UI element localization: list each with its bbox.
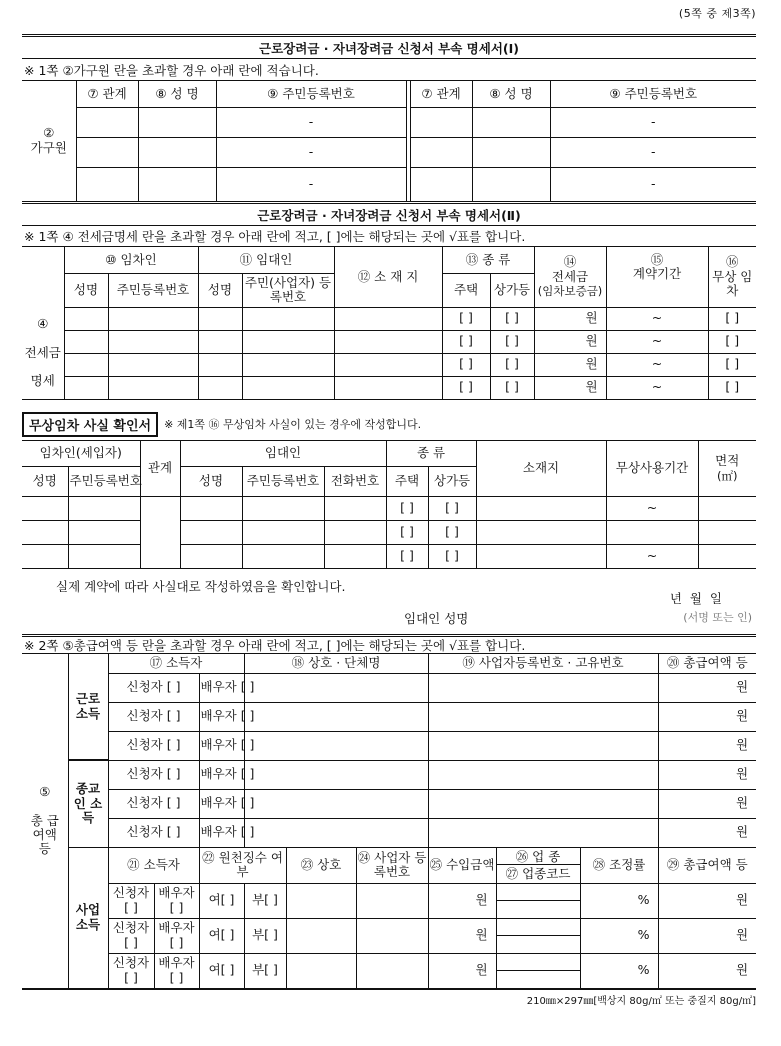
b-applicant-checkbox[interactable]: 신청자 [ ]: [108, 883, 154, 918]
col-lessor-name: 성명: [180, 467, 242, 497]
name-cell[interactable]: [138, 167, 216, 201]
section-note: ※ 2쪽 ⑤총급여액 등 란을 초과할 경우 아래 란에 적고, [ ]에는 해당되는 곳에 √표를 합니다.: [22, 637, 756, 654]
spouse-checkbox[interactable]: 배우자 [ ]: [199, 673, 244, 702]
section-note: ※ 1쪽 ④ 전세금명세 란을 초과할 경우 아래 란에 적고, [ ]에는 해당되는 곳에 √표를 합니다.: [22, 226, 756, 247]
col-name: ⑧ 성 명: [138, 81, 216, 107]
b-bizno-cell[interactable]: [356, 883, 428, 918]
deposit-side-label: ④ 전세금 명세: [22, 307, 64, 399]
applicant-checkbox[interactable]: 신청자 [ ]: [108, 702, 199, 731]
signature-placeholder[interactable]: (서명 또는 인): [683, 611, 752, 624]
applicant-checkbox[interactable]: 신청자 [ ]: [108, 731, 199, 760]
col-b-rate: ㉘ 조정률: [580, 847, 658, 883]
relation-cell[interactable]: [410, 107, 472, 137]
col-area: 면적 (㎡): [698, 441, 756, 497]
withhold-yes-checkbox[interactable]: 여[ ]: [199, 883, 244, 918]
deposit-cell[interactable]: 원: [534, 376, 606, 399]
free-lease-checkbox[interactable]: [ ]: [708, 376, 756, 399]
total-cell[interactable]: 원: [658, 731, 756, 760]
withhold-no-checkbox[interactable]: 부[ ]: [244, 918, 286, 953]
b-spouse-checkbox[interactable]: 배우자 [ ]: [154, 883, 199, 918]
business-income-label: 사업 소득: [68, 847, 108, 988]
col-house: 주택: [386, 467, 428, 497]
lessor-phone-cell[interactable]: [324, 545, 386, 569]
house-checkbox[interactable]: [ ]: [442, 376, 490, 399]
period-cell[interactable]: ~: [606, 330, 708, 353]
section-note: ※ 1쪽 ②가구원 란을 초과할 경우 아래 란에 적습니다.: [22, 59, 756, 81]
area-cell[interactable]: [698, 521, 756, 545]
deposit-table: [22, 247, 756, 400]
lessor-name-cell[interactable]: [180, 545, 242, 569]
col-b-withhold: ㉒ 원천징수 여부: [199, 847, 286, 883]
confirmation-sign-area: [22, 569, 756, 633]
relation-cell[interactable]: [76, 107, 138, 137]
col-rrn: ⑨ 주민등록번호: [216, 81, 406, 107]
relation-cell[interactable]: [410, 167, 472, 201]
col-type: ⑬ 종 류: [442, 247, 534, 273]
location-cell[interactable]: [334, 353, 442, 376]
b-industry-cell[interactable]: [496, 883, 580, 918]
lessor-signature-label: 임대인 성명: [404, 611, 469, 626]
b-spouse-checkbox[interactable]: 배우자 [ ]: [154, 953, 199, 988]
b-industry-cell[interactable]: [496, 918, 580, 953]
spouse-checkbox[interactable]: 배우자 [ ]: [199, 760, 244, 789]
withhold-yes-checkbox[interactable]: 여[ ]: [199, 953, 244, 988]
name-cell[interactable]: [472, 167, 550, 201]
col-period: ⑮ 계약기간: [606, 247, 708, 307]
name-cell[interactable]: [472, 137, 550, 167]
shop-checkbox[interactable]: [ ]: [490, 330, 534, 353]
house-checkbox[interactable]: [ ]: [442, 330, 490, 353]
section-title: 근로장려금 · 자녀장려금 신청서 부속 명세서(Ⅰ): [22, 37, 756, 59]
shop-checkbox[interactable]: [ ]: [490, 307, 534, 330]
location-cell[interactable]: [476, 521, 606, 545]
confirmation-note: ※ 제1쪽 ⑯ 무상임차 사실이 있는 경우에 작성합니다.: [164, 418, 422, 431]
bizno-cell[interactable]: [428, 731, 658, 760]
col-lessee-name: 성명: [64, 273, 108, 307]
b-rate-cell[interactable]: %: [580, 953, 658, 988]
lessee-rrn-cell[interactable]: [108, 307, 198, 330]
col-name: ⑧ 성 명: [472, 81, 550, 107]
location-cell[interactable]: [476, 497, 606, 521]
col-type: 종 류: [386, 441, 476, 467]
bizno-cell[interactable]: [428, 818, 658, 847]
relation-cell[interactable]: [76, 167, 138, 201]
col-tenant: 임차인(세입자): [22, 441, 140, 467]
bizno-cell[interactable]: [428, 673, 658, 702]
area-cell[interactable]: [698, 545, 756, 569]
total-cell[interactable]: 원: [658, 760, 756, 789]
tenant-rrn-cell[interactable]: [68, 521, 140, 545]
house-checkbox[interactable]: [ ]: [386, 545, 428, 569]
name-cell[interactable]: [138, 107, 216, 137]
col-lessor: ⑪ 임대인: [198, 247, 334, 273]
lessor-name-cell[interactable]: [198, 330, 242, 353]
page-number: (5쪽 중 제3쪽): [678, 7, 756, 20]
shop-checkbox[interactable]: [ ]: [428, 521, 476, 545]
lessee-name-cell[interactable]: [64, 376, 108, 399]
withhold-no-checkbox[interactable]: 부[ ]: [244, 883, 286, 918]
spouse-checkbox[interactable]: 배우자 [ ]: [199, 789, 244, 818]
section-deposit-details: [22, 201, 756, 400]
total-cell[interactable]: 원: [658, 673, 756, 702]
col-relation: ⑦ 관계: [76, 81, 138, 107]
total-cell[interactable]: 원: [658, 789, 756, 818]
lessee-name-cell[interactable]: [64, 307, 108, 330]
area-cell[interactable]: [698, 497, 756, 521]
b-total-cell[interactable]: 원: [658, 953, 756, 988]
col-rrn: ⑨ 주민등록번호: [550, 81, 756, 107]
b-company-cell[interactable]: [286, 918, 356, 953]
b-income-cell[interactable]: 원: [428, 953, 496, 988]
lessor-name-cell[interactable]: [180, 497, 242, 521]
total-cell[interactable]: 원: [658, 818, 756, 847]
period-cell[interactable]: ~: [606, 307, 708, 330]
paper-spec-footer: 210㎜×297㎜[백상지 80g/㎡ 또는 중질지 80g/㎡]: [22, 989, 756, 1007]
col-deposit: ⑭ 전세금 (임차보증금): [534, 247, 606, 307]
col-location: ⑫ 소 재 지: [334, 247, 442, 307]
col-lessor-name: 성명: [198, 273, 242, 307]
rrn-cell[interactable]: -: [550, 137, 756, 167]
relation-cell[interactable]: [140, 497, 180, 569]
company-cell[interactable]: [244, 673, 428, 702]
b-total-cell[interactable]: 원: [658, 883, 756, 918]
total-cell[interactable]: 원: [658, 702, 756, 731]
location-cell[interactable]: [476, 545, 606, 569]
col-free-period: 무상사용기간: [606, 441, 698, 497]
house-checkbox[interactable]: [ ]: [386, 521, 428, 545]
lessor-name-cell[interactable]: [198, 353, 242, 376]
section-total-pay: [22, 634, 756, 1007]
lessor-rrn-cell[interactable]: [242, 545, 324, 569]
free-lease-table: [22, 440, 756, 569]
bizno-cell[interactable]: [428, 702, 658, 731]
shop-checkbox[interactable]: [ ]: [428, 497, 476, 521]
location-cell[interactable]: [334, 376, 442, 399]
rrn-cell[interactable]: -: [216, 167, 406, 201]
col-b-income: ㉕ 수입금액: [428, 847, 496, 883]
col-tenant-name: 성명: [22, 467, 68, 497]
b-income-cell[interactable]: 원: [428, 883, 496, 918]
b-income-cell[interactable]: 원: [428, 918, 496, 953]
col-house: 주택: [442, 273, 490, 307]
section-free-lease-confirmation: [22, 408, 756, 633]
b-rate-cell[interactable]: %: [580, 883, 658, 918]
lessor-rrn-cell[interactable]: [242, 307, 334, 330]
house-checkbox[interactable]: [ ]: [442, 307, 490, 330]
free-lease-checkbox[interactable]: [ ]: [708, 353, 756, 376]
confirmation-title: 무상임차 사실 확인서: [22, 412, 158, 437]
lessor-rrn-cell[interactable]: [242, 376, 334, 399]
b-industry-cell[interactable]: [496, 953, 580, 988]
period-cell[interactable]: [606, 521, 698, 545]
col-shop: 상가등: [490, 273, 534, 307]
bizno-cell[interactable]: [428, 789, 658, 818]
lessee-rrn-cell[interactable]: [108, 330, 198, 353]
b-company-cell[interactable]: [286, 883, 356, 918]
name-cell[interactable]: [138, 137, 216, 167]
religion-income-label: 종교인 소득: [68, 760, 108, 847]
relation-cell[interactable]: [76, 137, 138, 167]
house-checkbox[interactable]: [ ]: [442, 353, 490, 376]
b-total-cell[interactable]: 원: [658, 918, 756, 953]
location-cell[interactable]: [334, 307, 442, 330]
b-applicant-checkbox[interactable]: 신청자 [ ]: [108, 918, 154, 953]
applicant-checkbox[interactable]: 신청자 [ ]: [108, 818, 199, 847]
company-cell[interactable]: [244, 818, 428, 847]
relation-cell[interactable]: [410, 137, 472, 167]
total-pay-table: [22, 654, 756, 989]
bizno-cell[interactable]: [428, 760, 658, 789]
applicant-checkbox[interactable]: 신청자 [ ]: [108, 673, 199, 702]
lessor-rrn-cell[interactable]: [242, 330, 334, 353]
labor-income-label: 근로 소득: [68, 654, 108, 760]
deposit-cell[interactable]: 원: [534, 353, 606, 376]
col-bizno: ⑲ 사업자등록번호 · 고유번호: [428, 654, 658, 673]
col-relation: 관계: [140, 441, 180, 497]
col-tenant-rrn: 주민등록번호: [68, 467, 140, 497]
lessor-rrn-cell[interactable]: [242, 497, 324, 521]
free-lease-checkbox[interactable]: [ ]: [708, 330, 756, 353]
lessee-rrn-cell[interactable]: [108, 353, 198, 376]
company-cell[interactable]: [244, 760, 428, 789]
section-title: 근로장려금 · 자녀장려금 신청서 부속 명세서(Ⅱ): [22, 204, 756, 226]
lessor-phone-cell[interactable]: [324, 497, 386, 521]
tenant-rrn-cell[interactable]: [68, 497, 140, 521]
period-cell[interactable]: ~: [606, 353, 708, 376]
col-lessor: 임대인: [180, 441, 386, 467]
b-bizno-cell[interactable]: [356, 953, 428, 988]
house-checkbox[interactable]: [ ]: [386, 497, 428, 521]
confirmation-date[interactable]: 년 월 일: [669, 591, 722, 606]
confirmation-statement: 실제 계약에 따라 사실대로 작성하였음을 확인합니다.: [56, 579, 346, 594]
section-household-members: [22, 34, 756, 202]
lessor-rrn-cell[interactable]: [242, 521, 324, 545]
col-total: ⑳ 총급여액 등: [658, 654, 756, 673]
col-earner: ⑰ 소득자: [108, 654, 244, 673]
col-lessor-rrn: 주민(사업자) 등록번호: [242, 273, 334, 307]
col-company: ⑱ 상호 · 단체명: [244, 654, 428, 673]
col-relation: ⑦ 관계: [410, 81, 472, 107]
tenant-rrn-cell[interactable]: [68, 545, 140, 569]
rrn-cell[interactable]: -: [216, 137, 406, 167]
col-b-earner: ㉑ 소득자: [108, 847, 199, 883]
lessor-name-cell[interactable]: [180, 521, 242, 545]
lessor-name-cell[interactable]: [198, 307, 242, 330]
rrn-cell[interactable]: -: [550, 107, 756, 137]
applicant-checkbox[interactable]: 신청자 [ ]: [108, 789, 199, 818]
spouse-checkbox[interactable]: 배우자 [ ]: [199, 731, 244, 760]
household-side-label: ② 가구원: [22, 81, 76, 201]
lessor-phone-cell[interactable]: [324, 521, 386, 545]
company-cell[interactable]: [244, 702, 428, 731]
spouse-checkbox[interactable]: 배우자 [ ]: [199, 702, 244, 731]
b-rate-cell[interactable]: %: [580, 918, 658, 953]
company-cell[interactable]: [244, 731, 428, 760]
col-b-company: ㉓ 상호: [286, 847, 356, 883]
household-table: [22, 81, 756, 202]
rrn-cell[interactable]: -: [216, 107, 406, 137]
b-spouse-checkbox[interactable]: 배우자 [ ]: [154, 918, 199, 953]
deposit-side-spacer: [22, 247, 64, 307]
rrn-cell[interactable]: -: [550, 167, 756, 201]
total-pay-side-label: ⑤ 총 급여액 등: [22, 654, 68, 988]
tenant-name-cell[interactable]: [22, 521, 68, 545]
lessee-name-cell[interactable]: [64, 330, 108, 353]
period-cell[interactable]: ~: [606, 497, 698, 521]
deposit-cell[interactable]: 원: [534, 307, 606, 330]
spouse-checkbox[interactable]: 배우자 [ ]: [199, 818, 244, 847]
col-b-industry: ㉖ 업 종 ㉗ 업종코드: [496, 847, 580, 883]
free-lease-checkbox[interactable]: [ ]: [708, 307, 756, 330]
shop-checkbox[interactable]: [ ]: [490, 376, 534, 399]
col-lessor-rrn: 주민등록번호: [242, 467, 324, 497]
b-applicant-checkbox[interactable]: 신청자 [ ]: [108, 953, 154, 988]
b-bizno-cell[interactable]: [356, 918, 428, 953]
b-company-cell[interactable]: [286, 953, 356, 988]
col-free-lease: ⑯ 무상 임차: [708, 247, 756, 307]
shop-checkbox[interactable]: [ ]: [490, 353, 534, 376]
period-cell[interactable]: ~: [606, 545, 698, 569]
lessee-name-cell[interactable]: [64, 353, 108, 376]
col-lessee: ⑩ 임차인: [64, 247, 198, 273]
applicant-checkbox[interactable]: 신청자 [ ]: [108, 760, 199, 789]
period-cell[interactable]: ~: [606, 376, 708, 399]
withhold-no-checkbox[interactable]: 부[ ]: [244, 953, 286, 988]
col-b-total: ㉙ 총급여액 등: [658, 847, 756, 883]
lessor-rrn-cell[interactable]: [242, 353, 334, 376]
shop-checkbox[interactable]: [ ]: [428, 545, 476, 569]
location-cell[interactable]: [334, 330, 442, 353]
col-b-bizno: ㉔ 사업자 등록번호: [356, 847, 428, 883]
deposit-cell[interactable]: 원: [534, 330, 606, 353]
col-lessor-phone: 전화번호: [324, 467, 386, 497]
lessor-name-cell[interactable]: [198, 376, 242, 399]
name-cell[interactable]: [472, 107, 550, 137]
tenant-name-cell[interactable]: [22, 545, 68, 569]
col-shop: 상가등: [428, 467, 476, 497]
tenant-name-cell[interactable]: [22, 497, 68, 521]
col-lessee-rrn: 주민등록번호: [108, 273, 198, 307]
col-location: 소재지: [476, 441, 606, 497]
withhold-yes-checkbox[interactable]: 여[ ]: [199, 918, 244, 953]
company-cell[interactable]: [244, 789, 428, 818]
lessee-rrn-cell[interactable]: [108, 376, 198, 399]
